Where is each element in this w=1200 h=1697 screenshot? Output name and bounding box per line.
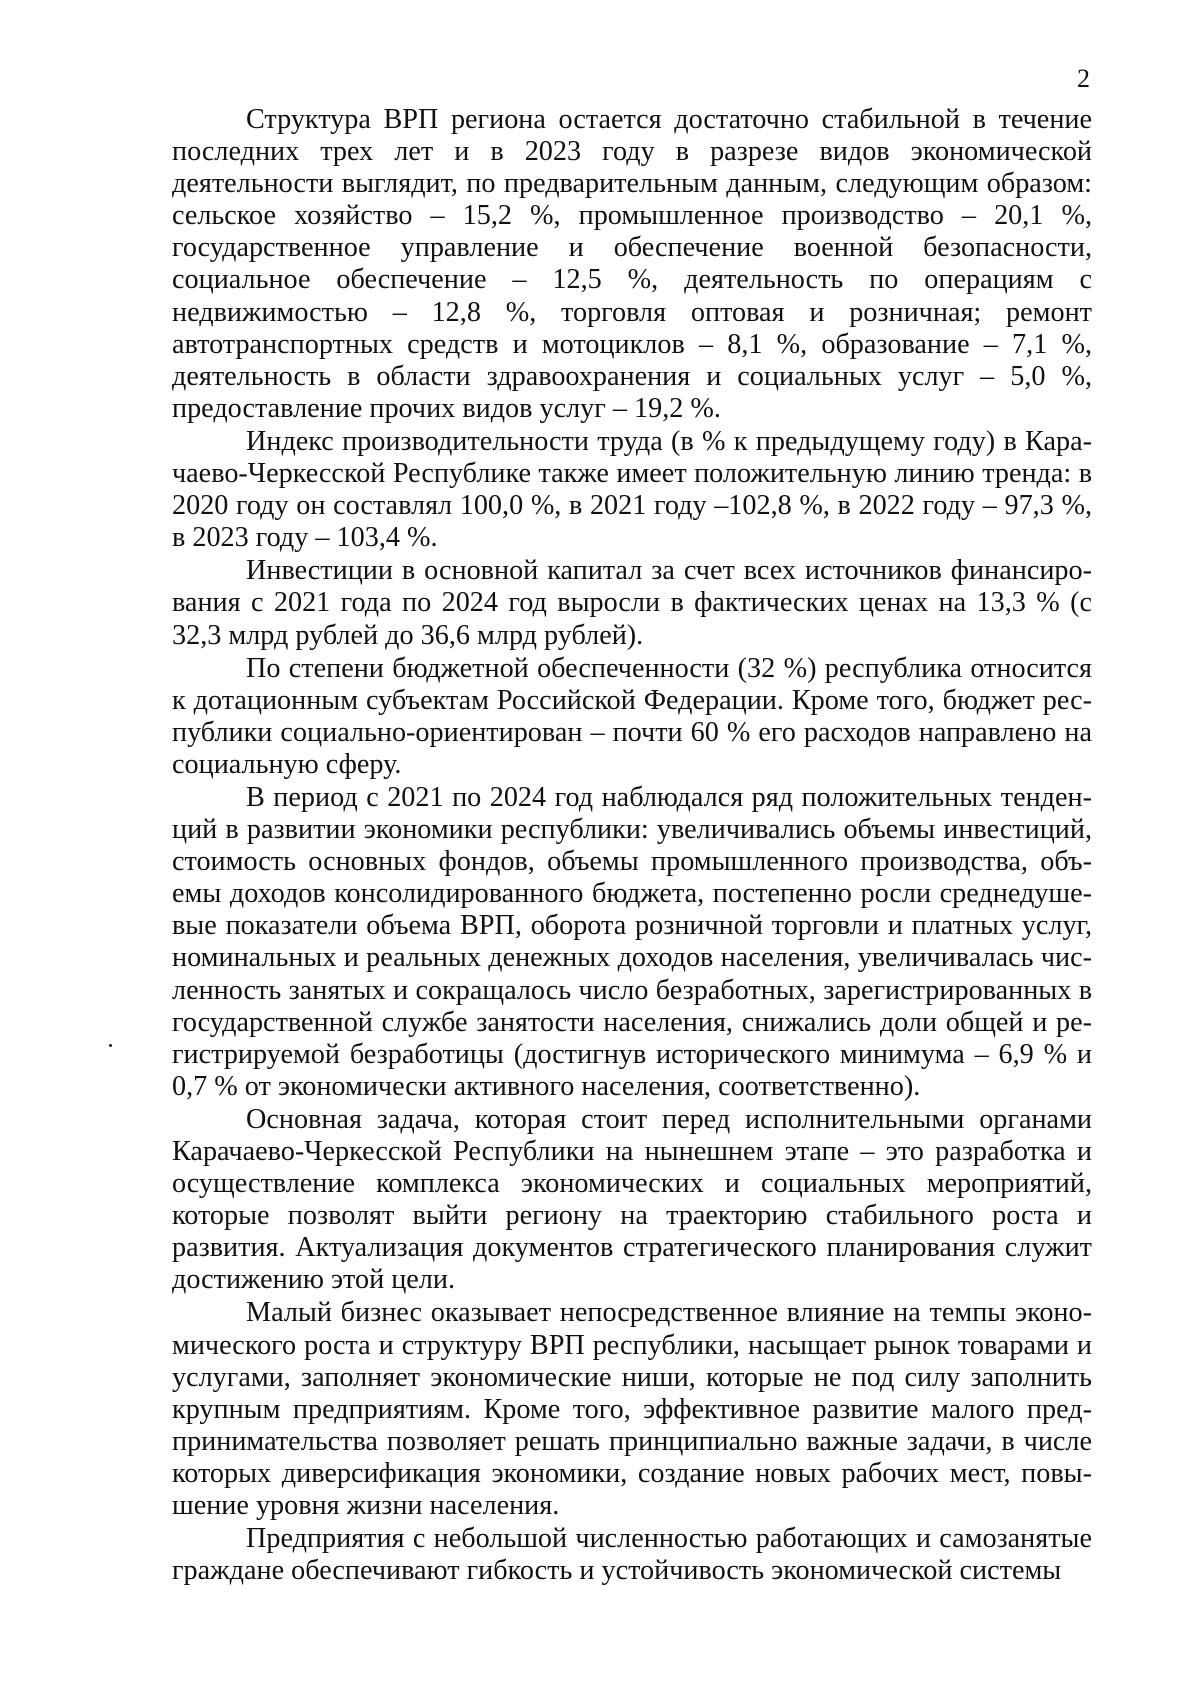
paragraph-grp-structure: Структура ВРП региона остается достаточно стабильной в течение последних трех лет и в 2023 году в разрезе видов экономической деятельности выглядит, по предварительным данным, следующим образом: сельское хозяйство – 15,2 %, промышленное производство – 20,1 %, государственное управление и обеспечение военной безопасности, социальное обеспечение – 12,5 %, деятельность по операциям с недвижимостью – 12,8 %, торговля оптовая и розничная; ремонт автотранспортных средств и мотоциклов – 8,1 %, образование – 7,1 %, деятельность в области здравоохранения и социальных услуг – 5,0 %, предоставление прочих видов услуг – 19,2 %. [172, 104, 1092, 424]
paragraph-labor-productivity: Индекс производительности труда (в % к предыдущему году) в Карачаево-Черкесской Республике также имеет положительную линию тренда: в 2020 году он составлял 100,0 %, в 2021 году –102,8 %, в 2022 году – 97,3 %, в 2023 году – 103,4 %. [172, 425, 1092, 554]
paragraph-small-business: Малый бизнес оказывает непосредственное влияние на темпы экономического роста и структуру ВРП республики, насыщает рынок товарами и услугами, заполняет экономические ниши, которые не под силу заполнить крупным предприятиям. Кроме того, эффективное развитие малого предпринимательства позволяет решать принципиально важные задачи, в числе которых диверсификация экономики, создание новых рабочих мест, повышение уровня жизни населения. [172, 1297, 1092, 1522]
paragraph-small-enterprises: Предприятия с небольшой численностью работающих и самозанятые граждане обеспечивают гибкость и устойчивость экономической системы [172, 1523, 1092, 1587]
scan-speck [109, 1044, 112, 1047]
page-number: 2 [1077, 64, 1090, 93]
paragraph-investments: Инвестиции в основной капитал за счет всех источников финансирования с 2021 года по 2024 год выросли в фактических ценах на 13,3 % (с 32,3 млрд рублей до 36,6 млрд рублей). [172, 555, 1092, 651]
paragraph-main-task: Основная задача, которая стоит перед исполнительными органами Карачаево-Черкесской Республики на нынешнем этапе – это разработка и осуществление комплекса экономических и социальных мероприятий, которые позволят выйти региону на траекторию стабильного роста и развития. Актуализация документов стратегического планирования служит достижению этой цели. [172, 1103, 1092, 1296]
paragraph-budget-provision: По степени бюджетной обеспеченности (32 %) республика относится к дотационным субъектам Российской Федерации. Кроме того, бюджет республики социально-ориентирован – почти 60 % его расходов направлено на социальную сферу. [172, 652, 1092, 780]
paragraph-positive-trends: В период с 2021 по 2024 год наблюдался ряд положительных тенденций в развитии экономики республики: увеличивались объемы инвестиций, стоимость основных фондов, объемы промышленного производства, объемы доходов консолидированного бюджета, постепенно росли среднедушевые показатели объема ВРП, оборота розничной торговли и платных услуг, номинальных и реальных денежных доходов населения, увеличивалась численность занятых и сокращалось число безработных, зарегистрированных в государственной службе занятости населения, снижались доли общей и регистрируемой безработицы (достигнув исторического минимума – 6,9 % и 0,7 % от экономически активного населения, соответственно). [172, 781, 1092, 1102]
body-text [172, 104, 1092, 1588]
